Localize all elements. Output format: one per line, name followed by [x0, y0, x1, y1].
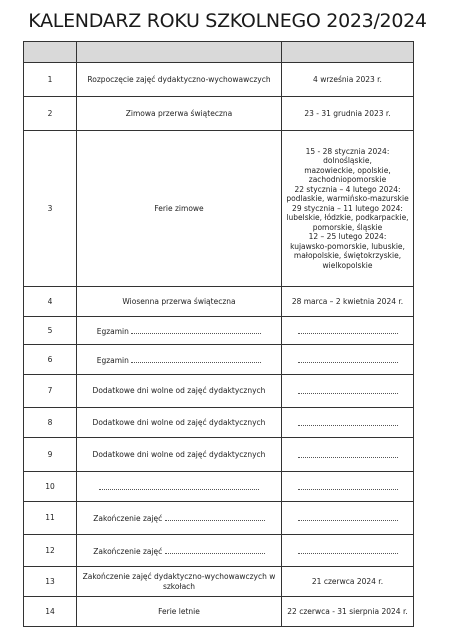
table-row	[24, 535, 414, 567]
row-number: 9	[24, 438, 77, 472]
blank-line	[131, 354, 261, 363]
table-row	[24, 63, 414, 97]
table-row	[24, 567, 414, 597]
table-header-row	[24, 42, 414, 63]
date-line: lubelskie, łódzkie, podkarpackie,	[286, 213, 409, 223]
date-line: 12 – 25 lutego 2024:	[308, 232, 387, 242]
date-line: małopolskie, świętokrzyskie,	[293, 251, 402, 261]
table-row	[24, 317, 414, 345]
date-cell-multiline	[282, 131, 414, 287]
event-cell: Ferie letnie	[77, 597, 282, 627]
event-cell	[77, 317, 282, 345]
date-line: podlaskie, warmińsko-mazurskie	[286, 194, 409, 204]
blank-line	[131, 325, 261, 334]
date-cell	[282, 317, 414, 345]
row-number: 3	[24, 131, 77, 287]
date-line: 15 - 28 stycznia 2024: dolnośląskie,	[305, 146, 390, 166]
row-number: 7	[24, 375, 77, 408]
row-number: 12	[24, 535, 77, 567]
event-cell	[77, 345, 282, 375]
blank-line	[298, 449, 398, 458]
event-cell: Wiosenna przerwa świąteczna	[77, 287, 282, 317]
table-row	[24, 375, 414, 408]
row-number: 14	[24, 597, 77, 627]
event-cell	[77, 502, 282, 535]
blank-line	[298, 417, 398, 426]
header-cell-number	[24, 42, 77, 63]
date-cell: 4 września 2023 r.	[282, 63, 414, 97]
blank-line	[298, 325, 398, 334]
table-row	[24, 408, 414, 438]
date-cell	[282, 408, 414, 438]
date-line: pomorskie, śląskie	[312, 222, 383, 232]
blank-line	[298, 481, 398, 490]
date-line: mazowieckie, opolskie,	[304, 165, 391, 175]
blank-line	[99, 481, 259, 490]
blank-line	[298, 512, 398, 521]
calendar-table	[23, 41, 414, 627]
row-number: 13	[24, 567, 77, 597]
event-line: Zakończenie zajęć dydaktyczno-wychowawczych w	[82, 572, 276, 581]
event-cell	[77, 472, 282, 502]
date-line: zachodniopomorskie	[308, 175, 387, 185]
date-cell	[282, 535, 414, 567]
event-label: Zakończenie zajęć	[93, 514, 163, 524]
event-line: szkołach	[162, 581, 196, 591]
date-cell	[282, 472, 414, 502]
table-row	[24, 438, 414, 472]
event-cell: Ferie zimowe	[77, 131, 282, 287]
row-number: 4	[24, 287, 77, 317]
row-number: 8	[24, 408, 77, 438]
table-row	[24, 502, 414, 535]
date-cell: 23 - 31 grudnia 2023 r.	[282, 97, 414, 131]
event-label: Egzamin	[96, 326, 129, 336]
event-cell: Dodatkowe dni wolne od zajęć dydaktycznych	[77, 375, 282, 408]
row-number: 10	[24, 472, 77, 502]
page-title: KALENDARZ ROKU SZKOLNEGO 2023/2024	[28, 10, 427, 32]
event-label: Egzamin	[96, 355, 129, 365]
event-cell: Dodatkowe dni wolne od zajęć dydaktycznych	[77, 408, 282, 438]
event-label: Zakończenie zajęć	[93, 546, 163, 556]
table-row	[24, 131, 414, 287]
date-cell	[282, 438, 414, 472]
table-row	[24, 597, 414, 627]
date-cell: 22 czerwca - 31 sierpnia 2024 r.	[282, 597, 414, 627]
row-number: 1	[24, 63, 77, 97]
blank-line	[298, 385, 398, 394]
date-line: wielkopolskie	[322, 260, 373, 270]
date-line: 29 stycznia – 11 lutego 2024:	[292, 203, 403, 213]
header-cell-event	[77, 42, 282, 63]
table-row	[24, 287, 414, 317]
date-cell: 21 czerwca 2024 r.	[282, 567, 414, 597]
row-number: 5	[24, 317, 77, 345]
date-line: kujawsko-pomorskie, lubuskie,	[290, 241, 405, 251]
table-row	[24, 345, 414, 375]
blank-line	[165, 545, 265, 554]
row-number: 2	[24, 97, 77, 131]
event-cell: Dodatkowe dni wolne od zajęć dydaktycznych	[77, 438, 282, 472]
blank-line	[298, 545, 398, 554]
blank-line	[165, 512, 265, 521]
header-cell-date	[282, 42, 414, 63]
blank-line	[298, 354, 398, 363]
table-row	[24, 472, 414, 502]
date-cell	[282, 502, 414, 535]
event-cell: Rozpoczęcie zajęć dydaktyczno-wychowawczych	[77, 63, 282, 97]
row-number: 11	[24, 502, 77, 535]
event-cell: Zimowa przerwa świąteczna	[77, 97, 282, 131]
date-cell	[282, 375, 414, 408]
event-cell-multiline	[77, 567, 282, 597]
date-line: 22 stycznia – 4 lutego 2024:	[294, 184, 401, 194]
date-cell: 28 marca – 2 kwietnia 2024 r.	[282, 287, 414, 317]
event-cell	[77, 535, 282, 567]
row-number: 6	[24, 345, 77, 375]
table-row	[24, 97, 414, 131]
date-cell	[282, 345, 414, 375]
